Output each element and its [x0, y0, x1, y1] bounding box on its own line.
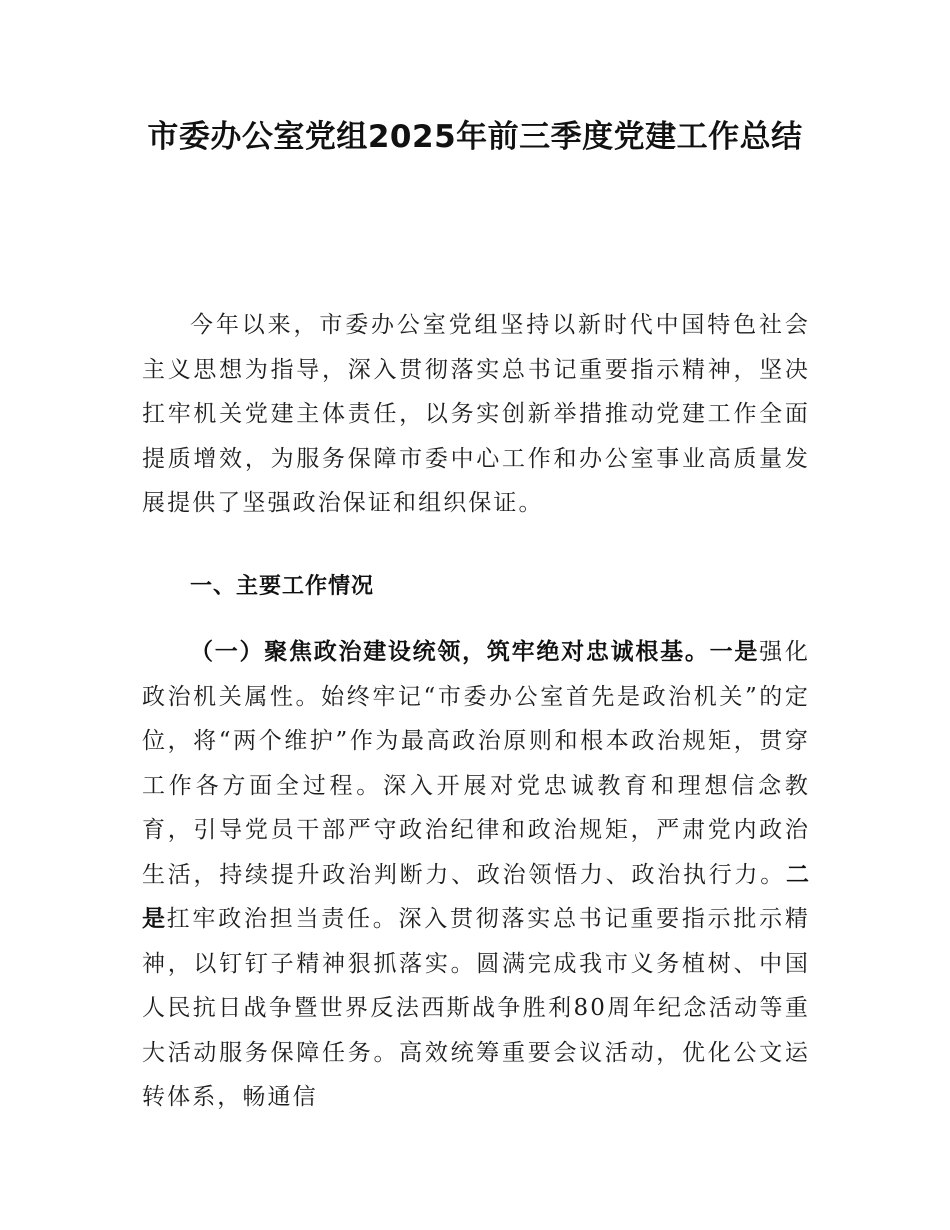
document-title: 市委办公室党组2025年前三季度党建工作总结 [147, 119, 803, 155]
subsection-heading: （一）聚焦政治建设统领，筑牢绝对忠诚根基。 [190, 639, 710, 665]
point-2-text: 扛牢政治担当责任。深入贯彻落实总书记重要指示批示精神，以钉钉子精神狠抓落实。圆满完成我市义务植树、中国人民抗日战争暨世界反法西斯战争胜利80周年纪念活动等重大活动服务保障任务。高效统筹重要会议活动，优化公文运转体系，畅通信 [142, 906, 811, 1110]
point-2-label: 二是 [142, 861, 810, 932]
point-1-text: 强化政治机关属性。始终牢记“市委办公室首先是政治机关”的定位，将“两个维护”作为最高政治原则和根本政治规矩，贯穿工作各方面全过程。深入开展对党忠诚教育和理想信念教育，引导党员干部严守政治纪律和政治规矩，严肃党内政治生活，持续提升政治判断力、政治领悟力、政治执行力。 [142, 639, 811, 888]
intro-paragraph: 今年以来，市委办公室党组坚持以新时代中国特色社会主义思想为指导，深入贯彻落实总书记重要指示精神，坚决扛牢机关党建主体责任，以务实创新举措推动党建工作全面提质增效，为服务保障市委中心工作和办公室事业高质量发展提供了坚强政治保证和组织保证。 [142, 312, 810, 516]
subsection-paragraph [142, 630, 810, 1120]
section-heading: 一、主要工作情况 [190, 574, 375, 599]
point-1-label: 一是 [709, 639, 760, 665]
